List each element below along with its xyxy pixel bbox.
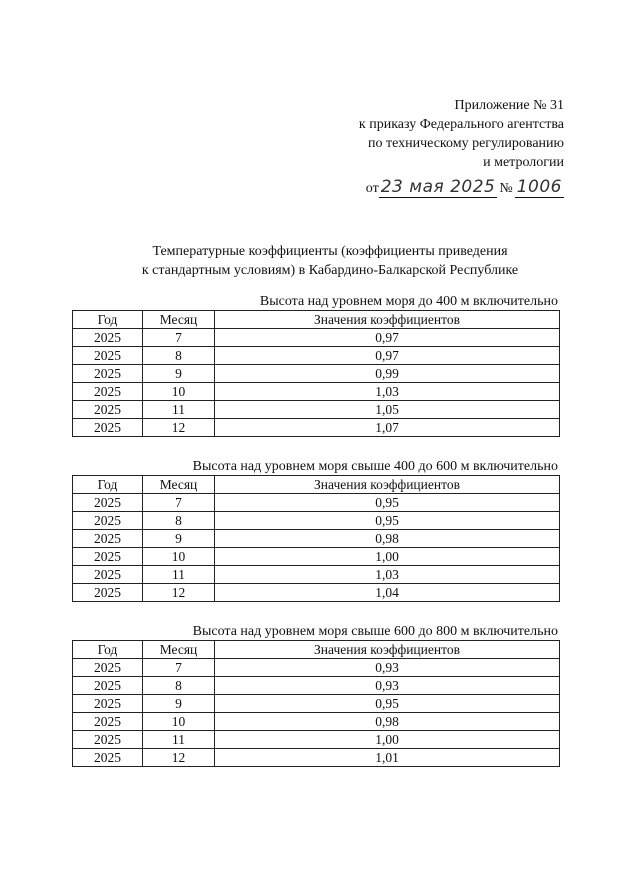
annex-order-line: к приказу Федерального агентства [358, 117, 564, 132]
cell-year: 2025 [73, 383, 143, 401]
header-year: Год [73, 641, 143, 659]
cell-year: 2025 [73, 329, 143, 347]
header-year: Год [73, 311, 143, 329]
cell-year: 2025 [73, 713, 143, 731]
table-block-0 [72, 294, 560, 437]
table-row [73, 512, 560, 530]
cell-value: 0,97 [215, 347, 560, 365]
title-line-2: к стандартным условиям) в Кабардино-Балкарской Республике [141, 263, 519, 278]
table-row [73, 659, 560, 677]
table-row [73, 494, 560, 512]
cell-month: 12 [143, 584, 215, 602]
table-row [73, 365, 560, 383]
cell-value: 0,95 [215, 512, 560, 530]
table-row [73, 401, 560, 419]
cell-month: 11 [143, 401, 215, 419]
cell-value: 0,95 [215, 494, 560, 512]
coefficients-table [72, 475, 560, 602]
cell-month: 11 [143, 566, 215, 584]
cell-month: 9 [143, 530, 215, 548]
cell-value: 1,00 [215, 731, 560, 749]
cell-month: 10 [143, 713, 215, 731]
table-row [73, 677, 560, 695]
header-value: Значения коэффициентов [215, 641, 560, 659]
cell-value: 1,05 [215, 401, 560, 419]
cell-value: 0,97 [215, 329, 560, 347]
table-block-1 [72, 459, 560, 602]
cell-year: 2025 [73, 731, 143, 749]
table-header-row [73, 311, 560, 329]
table-block-2 [72, 624, 560, 767]
cell-month: 8 [143, 677, 215, 695]
cell-year: 2025 [73, 749, 143, 767]
order-date-number [359, 174, 564, 198]
table-row [73, 329, 560, 347]
cell-year: 2025 [73, 512, 143, 530]
cell-year: 2025 [73, 401, 143, 419]
cell-value: 1,07 [215, 419, 560, 437]
table-header-row [73, 476, 560, 494]
cell-year: 2025 [73, 695, 143, 713]
cell-year: 2025 [73, 365, 143, 383]
cell-month: 12 [143, 749, 215, 767]
header-value: Значения коэффициентов [215, 311, 560, 329]
table-row [73, 419, 560, 437]
coefficients-table [72, 310, 560, 437]
table-row [73, 731, 560, 749]
cell-month: 11 [143, 731, 215, 749]
cell-value: 0,93 [215, 677, 560, 695]
cell-value: 0,95 [215, 695, 560, 713]
table-row [73, 530, 560, 548]
cell-year: 2025 [73, 419, 143, 437]
cell-value: 0,98 [215, 530, 560, 548]
table-row [73, 713, 560, 731]
handwritten-date: 23 мая 2025 [380, 177, 496, 197]
cell-year: 2025 [73, 584, 143, 602]
cell-year: 2025 [73, 677, 143, 695]
table-caption: Высота над уровнем моря свыше 400 до 600 м включительно [192, 459, 558, 474]
number-label: № [499, 181, 513, 196]
annex-header [359, 96, 564, 198]
header-month: Месяц [143, 476, 215, 494]
cell-year: 2025 [73, 494, 143, 512]
coefficients-table [72, 640, 560, 767]
header-year: Год [73, 476, 143, 494]
cell-month: 12 [143, 419, 215, 437]
annex-metrology-line: и метрологии [483, 155, 564, 170]
cell-month: 10 [143, 548, 215, 566]
cell-value: 1,00 [215, 548, 560, 566]
cell-month: 10 [143, 383, 215, 401]
table-row [73, 584, 560, 602]
cell-month: 7 [143, 659, 215, 677]
annex-agency-line: по техническому регулированию [367, 136, 564, 151]
title-line-1: Температурные коэффициенты (коэффициенты приведения [152, 244, 508, 259]
annex-number: Приложение № 31 [454, 98, 564, 113]
table-row [73, 749, 560, 767]
cell-value: 1,03 [215, 566, 560, 584]
cell-month: 7 [143, 329, 215, 347]
cell-month: 9 [143, 365, 215, 383]
table-row [73, 695, 560, 713]
cell-value: 1,01 [215, 749, 560, 767]
cell-value: 1,03 [215, 383, 560, 401]
cell-year: 2025 [73, 530, 143, 548]
table-row [73, 548, 560, 566]
handwritten-number: 1006 [516, 177, 562, 197]
cell-month: 9 [143, 695, 215, 713]
cell-value: 0,98 [215, 713, 560, 731]
cell-month: 8 [143, 512, 215, 530]
table-row [73, 347, 560, 365]
cell-value: 1,04 [215, 584, 560, 602]
cell-month: 7 [143, 494, 215, 512]
document-title [70, 242, 590, 280]
table-row [73, 383, 560, 401]
cell-value: 0,99 [215, 365, 560, 383]
cell-year: 2025 [73, 347, 143, 365]
header-month: Месяц [143, 641, 215, 659]
table-row [73, 566, 560, 584]
cell-year: 2025 [73, 548, 143, 566]
header-month: Месяц [143, 311, 215, 329]
table-caption: Высота над уровнем моря до 400 м включительно [259, 294, 558, 309]
header-value: Значения коэффициентов [215, 476, 560, 494]
cell-month: 8 [143, 347, 215, 365]
cell-year: 2025 [73, 659, 143, 677]
cell-year: 2025 [73, 566, 143, 584]
from-label: от [365, 181, 379, 196]
table-caption: Высота над уровнем моря свыше 600 до 800 м включительно [192, 624, 558, 639]
table-header-row [73, 641, 560, 659]
cell-value: 0,93 [215, 659, 560, 677]
